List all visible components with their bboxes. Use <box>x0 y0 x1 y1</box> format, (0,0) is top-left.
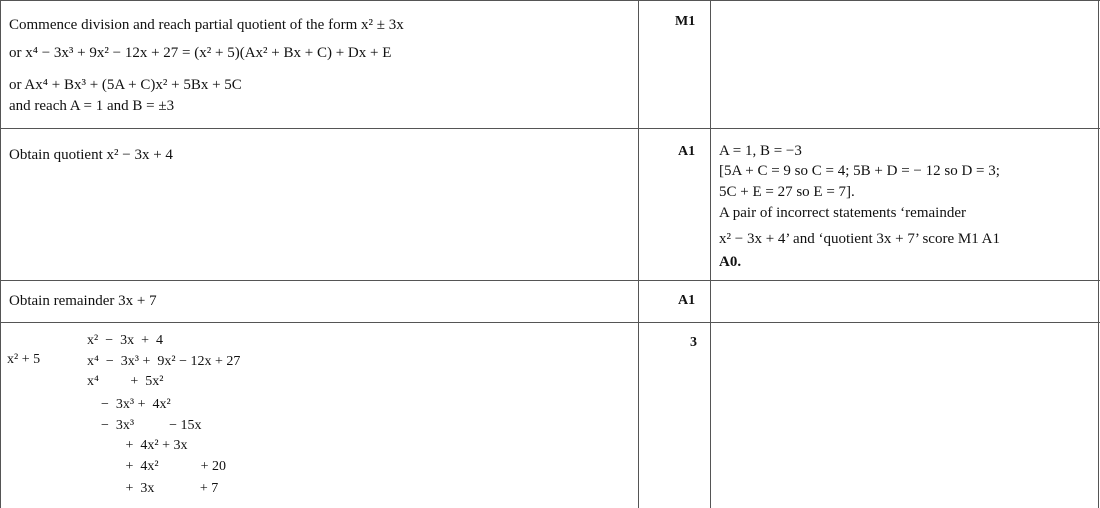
guidance-line-3: 5C + E = 27 so E = 7]. <box>719 184 855 200</box>
table-border-right <box>1098 0 1099 508</box>
row-3-answer: Obtain remainder 3x + 7 <box>9 293 157 309</box>
guidance-line-1: A = 1, B = −3 <box>719 143 802 159</box>
guidance-line-5: x² − 3x + 4’ and ‘quotient 3x + 7’ score M1 A1 <box>719 231 1000 247</box>
table-border-left <box>0 0 1 508</box>
row-divider-1 <box>0 128 1100 129</box>
row-4-mark-total: 3 <box>690 335 697 350</box>
row-2-answer: Obtain quotient x² − 3x + 4 <box>9 147 173 163</box>
row-1-line-3: or Ax⁴ + Bx³ + (5A + C)x² + 5Bx + 5C <box>9 77 242 93</box>
long-division-row-2: x⁴ − 3x³ + 9x² − 12x + 27 <box>87 354 241 369</box>
long-division-divisor: x² + 5 <box>7 352 41 367</box>
guidance-line-4: A pair of incorrect statements ‘remainder <box>719 205 966 221</box>
long-division-row-5: − 3x³ − 15x <box>87 418 202 433</box>
long-division-row-4: − 3x³ + 4x² <box>87 397 171 412</box>
row-2-mark: A1 <box>678 144 696 159</box>
row-1-line-2: or x⁴ − 3x³ + 9x² − 12x + 27 = (x² + 5)(Ax² + Bx + C) + Dx + E <box>9 45 392 61</box>
row-3-mark: A1 <box>678 293 696 308</box>
column-divider-1 <box>638 0 639 508</box>
long-division-row-8: + 3x + 7 <box>87 481 219 496</box>
long-division-row-6: + 4x² + 3x <box>87 438 188 453</box>
row-1-line-1: Commence division and reach partial quotient of the form x² ± 3x <box>9 17 404 33</box>
row-divider-2 <box>0 280 1100 281</box>
guidance-line-6: A0. <box>719 254 742 270</box>
row-divider-3 <box>0 322 1100 323</box>
guidance-line-2: [5A + C = 9 so C = 4; 5B + D = − 12 so D = 3; <box>719 163 1000 179</box>
row-1-mark: M1 <box>675 14 696 29</box>
column-divider-2 <box>710 0 711 508</box>
long-division-row-3: x⁴ + 5x² <box>87 374 164 389</box>
long-division-row-7: + 4x² + 20 <box>87 459 226 474</box>
table-border-top <box>0 0 1100 1</box>
long-division-row-1: x² − 3x + 4 <box>87 333 163 348</box>
row-1-line-4: and reach A = 1 and B = ±3 <box>9 98 175 114</box>
